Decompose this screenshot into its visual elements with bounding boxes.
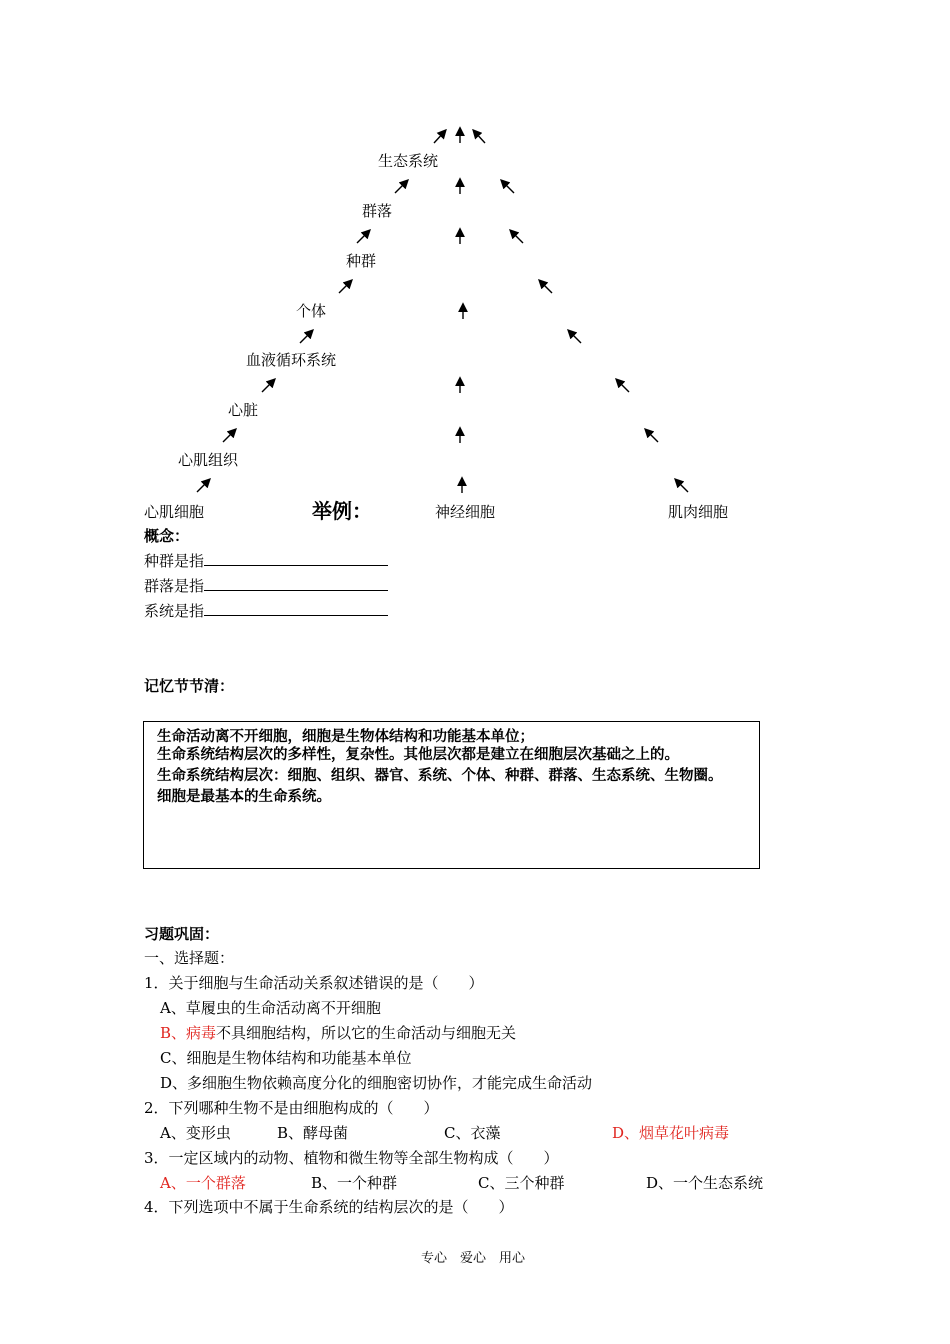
- example-label: 举例：: [312, 499, 372, 523]
- blank-line[interactable]: [204, 601, 388, 616]
- arrow-left-1: [395, 181, 407, 193]
- section-title: 一、选择题：: [144, 949, 235, 967]
- arrow-left-5: [262, 380, 274, 392]
- page-footer: 专心 爱心 用心: [421, 1251, 526, 1266]
- memory-line: 生命系统结构层次：细胞、组织、器官、系统、个体、种群、群落、生态系统、生物圈。: [157, 768, 723, 784]
- q3-option-a-answer: A、一个群落: [160, 1174, 246, 1192]
- chain-label-population: 种群: [346, 252, 377, 270]
- q3-stem: 3．一定区域内的动物、植物和微生物等全部生物构成（ ）: [144, 1149, 559, 1167]
- q3-option-b: B、一个种群: [311, 1174, 398, 1192]
- answer-highlight: B、病毒: [160, 1024, 217, 1042]
- chain-label-heart: 心脏: [228, 401, 259, 419]
- q2-option-c: C、衣藻: [444, 1124, 501, 1142]
- middle-base-label: 神经细胞: [435, 503, 496, 521]
- right-base-label: 肌肉细胞: [668, 503, 729, 521]
- chain-label-cardiac-tissue: 心肌组织: [178, 451, 239, 469]
- memory-box: [143, 721, 760, 869]
- arrow-left-2: [357, 231, 369, 243]
- concept-system: 系统是指: [144, 601, 388, 620]
- q3-option-d: D、一个生态系统: [646, 1174, 764, 1192]
- arrow-right-5: [617, 380, 629, 392]
- arrow-top-right: [474, 131, 485, 143]
- concept-community: 群落是指: [144, 576, 388, 595]
- arrow-left-4: [300, 331, 312, 343]
- q2-option-d-answer: D、烟草花叶病毒: [612, 1124, 730, 1142]
- arrow-left-3: [339, 281, 351, 293]
- concept-population: 种群是指: [144, 551, 388, 570]
- arrow-right-6: [646, 430, 658, 442]
- blank-line[interactable]: [204, 576, 388, 591]
- q2-option-a: A、变形虫: [160, 1124, 231, 1142]
- q1-option-b: B、病毒不具细胞结构，所以它的生命活动与细胞无关: [160, 1024, 517, 1042]
- chain-label-cardiac-cell: 心肌细胞: [144, 503, 205, 521]
- q1-stem: 1．关于细胞与生命活动关系叙述错误的是（ ）: [144, 974, 484, 992]
- arrow-top-left: [434, 131, 445, 143]
- chain-label-individual: 个体: [296, 302, 327, 320]
- q2-option-b: B、酵母菌: [277, 1124, 349, 1142]
- arrow-right-7: [676, 480, 688, 492]
- memory-line: 细胞是最基本的生命系统。: [157, 789, 331, 805]
- blank-line[interactable]: [204, 551, 388, 566]
- q1-option-a: A、草履虫的生命活动离不开细胞: [160, 999, 381, 1017]
- exercises-heading: 习题巩固：: [144, 925, 220, 943]
- q3-option-c: C、三个种群: [478, 1174, 565, 1192]
- chain-label-circulatory-system: 血液循环系统: [246, 351, 337, 369]
- memory-heading: 记忆节节清：: [144, 677, 235, 695]
- arrow-right-4: [569, 331, 581, 343]
- q1-option-d: D、多细胞生物依赖高度分化的细胞密切协作，才能完成生命活动: [160, 1074, 593, 1092]
- arrow-right-2: [511, 231, 523, 243]
- q4-stem: 4．下列选项中不属于生命系统的结构层次的是（ ）: [144, 1198, 514, 1216]
- arrow-right-1: [502, 181, 514, 193]
- arrow-right-3: [540, 281, 552, 293]
- arrow-left-6: [223, 430, 235, 442]
- memory-line: 生命系统结构层次的多样性，复杂性。其他层次都是建立在细胞层次基础之上的。: [157, 747, 679, 763]
- chain-label-community: 群落: [362, 202, 393, 220]
- arrow-left-7: [197, 480, 209, 492]
- concepts-heading: 概念：: [144, 527, 190, 545]
- q1-option-c: C、细胞是生物体结构和功能基本单位: [160, 1049, 412, 1067]
- arrows-diagram: [0, 0, 950, 523]
- q2-stem: 2．下列哪种生物不是由细胞构成的（ ）: [144, 1099, 439, 1117]
- chain-label-ecosystem: 生态系统: [378, 152, 439, 170]
- memory-line: 生命活动离不开细胞，细胞是生物体结构和功能基本单位；: [157, 729, 534, 745]
